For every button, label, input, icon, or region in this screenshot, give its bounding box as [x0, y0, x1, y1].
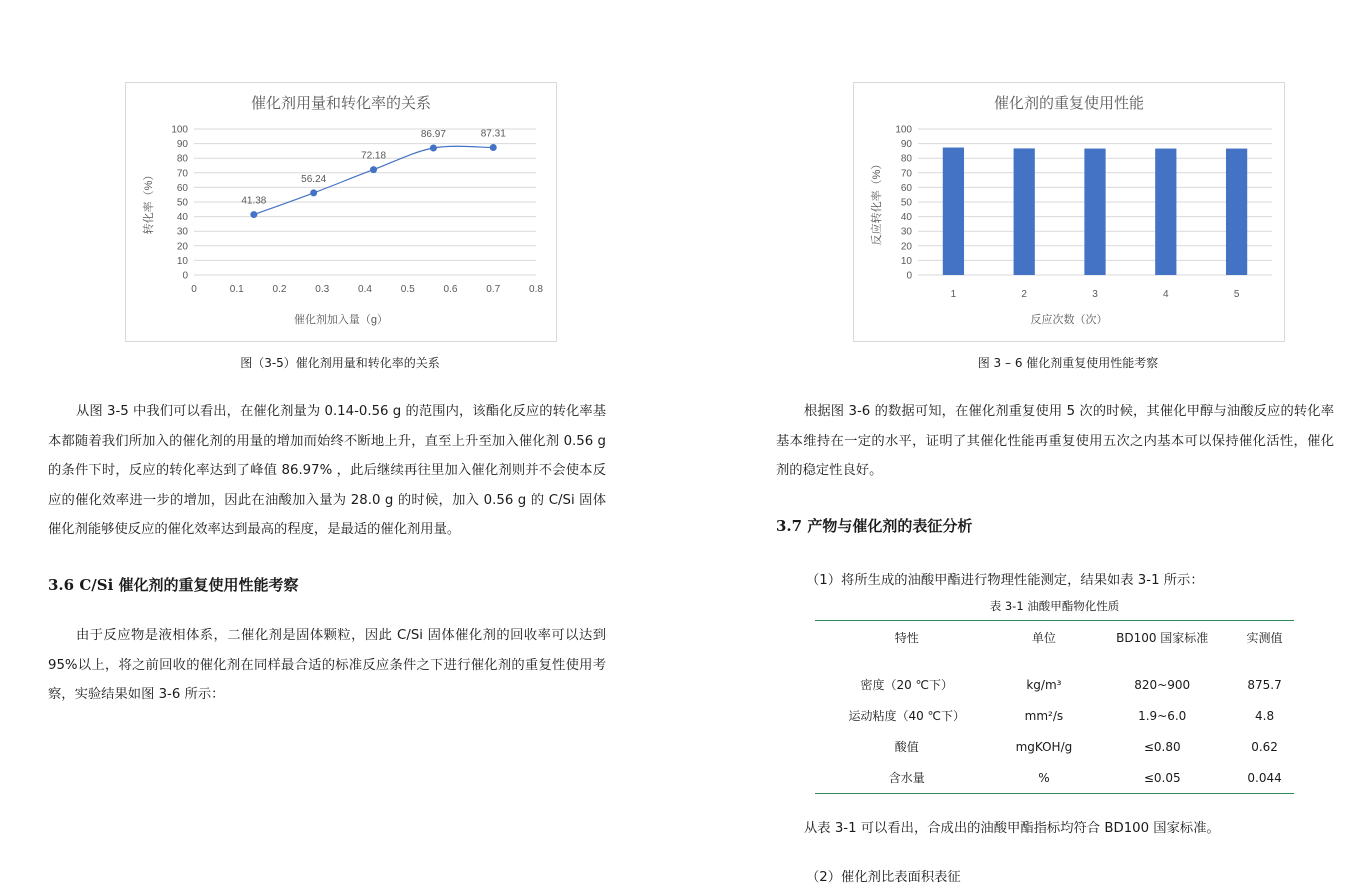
y-tick-label: 0 — [906, 270, 912, 282]
chart-title: 催化剂的重复使用性能 — [993, 95, 1145, 112]
y-tick-label: 70 — [900, 168, 912, 180]
bar — [1084, 149, 1105, 275]
x-tick-label: 0.2 — [272, 284, 287, 295]
x-tick-label: 4 — [1163, 289, 1169, 300]
y-tick-label: 30 — [176, 226, 188, 238]
y-tick-label: 20 — [176, 241, 188, 253]
y-tick-label: 70 — [176, 168, 188, 180]
chart-catalyst-dosage — [125, 82, 557, 342]
x-tick-label: 3 — [1092, 289, 1098, 300]
x-tick-label: 0.7 — [486, 284, 501, 295]
table-cell: 运动粘度（40 ℃下） — [848, 709, 966, 723]
list-item-1: （1）将所生成的油酸甲酯进行物理性能测定，结果如表 3-1 所示： — [806, 573, 1204, 588]
data-label: 56.24 — [301, 173, 327, 185]
x-tick-label: 0.6 — [443, 284, 458, 295]
table-row — [815, 731, 1294, 762]
table-header-cell: 单位 — [999, 621, 1090, 654]
figure-caption-3-5: 图（3-5）催化剂用量和转化率的关系 — [240, 356, 440, 370]
y-tick-label: 60 — [176, 182, 188, 194]
bar — [943, 148, 964, 275]
section-heading-3-7: 3.7 产物与催化剂的表征分析 — [776, 517, 973, 535]
y-tick-label: 100 — [171, 124, 188, 136]
paragraph-reuse-analysis — [776, 397, 1334, 486]
table-header-row — [815, 621, 1294, 654]
x-tick-label: 1 — [950, 289, 957, 300]
table-cell: 4.8 — [1255, 708, 1275, 723]
paragraph-dosage-analysis — [48, 397, 606, 545]
table-conclusion: 从表 3-1 可以看出，合成出的油酸甲酯指标均符合 BD100 国家标准。 — [804, 821, 1220, 836]
data-point — [490, 144, 497, 151]
paragraph-reuse-intro — [48, 621, 606, 710]
chart-title: 催化剂用量和转化率的关系 — [250, 95, 432, 112]
y-tick-label: 100 — [895, 124, 912, 136]
table-cell: 1.9~6.0 — [1138, 708, 1187, 723]
table-title: 表 3-1 油酸甲酯物化性质 — [989, 599, 1120, 613]
table-cell: mm²/s — [1024, 708, 1064, 723]
y-tick-label: 80 — [900, 153, 912, 165]
y-axis-label: 反应转化率（%） — [871, 158, 883, 246]
paragraph-text: 从图 3-5 中我们可以看出，在催化剂量为 0.14-0.56 g 的范围内，该酯化反应的转化率基本都随着我们所加入的催化剂的用量的增加而始终不断地上升，直至上升至加入催化剂 0.56 g 的条件下时，反应的转化率达到了峰值 86.97% ，此后继续再往里加入催化剂则并不会使本反应的催化效率进一步的增加，因此在油酸加入量为 28.0 g 的时候，加入 0.56 g 的 C/Si 固体催化剂能够使反应的催化效率达到最高的程度，是最适的催化剂用量。 — [48, 404, 606, 537]
y-tick-label: 40 — [900, 212, 912, 224]
table-cell: mgKOH/g — [1015, 739, 1073, 754]
x-axis-label: 催化剂加入量（g） — [293, 314, 389, 326]
table-cell: 密度（20 ℃下） — [860, 678, 954, 692]
y-tick-label: 10 — [176, 255, 188, 267]
y-tick-label: 60 — [900, 182, 912, 194]
data-point — [310, 189, 317, 196]
x-tick-label: 0.5 — [400, 284, 415, 295]
y-tick-label: 90 — [900, 139, 912, 151]
section-heading-3-6: 3.6 C/Si 催化剂的重复使用性能考察 — [48, 576, 299, 594]
y-tick-label: 80 — [176, 153, 188, 165]
y-tick-label: 90 — [176, 139, 188, 151]
y-tick-label: 0 — [182, 270, 188, 282]
table-cell: 0.044 — [1235, 762, 1294, 794]
paragraph-text: 根据图 3-6 的数据可知，在催化剂重复使用 5 次的时候，其催化甲醇与油酸反应的转化率基本维持在一定的水平，证明了其催化性能再重复使用五次之内基本可以保持催化活性，催化剂的稳定性良好。 — [776, 404, 1334, 478]
x-tick-label: 0.1 — [229, 284, 244, 295]
bar — [1226, 149, 1247, 275]
y-tick-label: 50 — [900, 197, 912, 209]
table-header-cell: 特性 — [815, 621, 999, 654]
x-tick-label: 0.3 — [315, 284, 330, 295]
properties-table — [815, 620, 1294, 794]
table-cell: ≤0.80 — [1143, 739, 1181, 754]
x-tick-label: 2 — [1021, 289, 1027, 300]
table-cell: 含水量 — [815, 762, 999, 794]
y-axis-label: 转化率（%） — [143, 169, 155, 235]
table-row — [815, 669, 1294, 700]
chart-catalyst-dosage-svg — [126, 83, 556, 341]
y-tick-label: 40 — [176, 212, 188, 224]
chart-catalyst-reuse — [853, 82, 1285, 342]
figure-caption-3-6: 图 3 – 6 催化剂重复使用性能考察 — [977, 356, 1159, 370]
y-tick-label: 20 — [900, 241, 912, 253]
x-tick-label: 5 — [1233, 289, 1240, 300]
table-cell: 酸值 — [894, 740, 919, 754]
paragraph-text: 由于反应物是液相体系，二催化剂是固体颗粒，因此 C/Si 固体催化剂的回收率可以达到 95%以上，将之前回收的催化剂在同样最合适的标准反应条件之下进行催化剂的重复性使用考察，实验结果如图 3-6 所示： — [48, 628, 606, 702]
data-point — [430, 145, 437, 152]
data-point — [250, 211, 257, 218]
y-tick-label: 10 — [900, 255, 912, 267]
y-tick-label: 30 — [900, 226, 912, 238]
bar — [1155, 149, 1176, 275]
bar — [1014, 148, 1035, 275]
table-cell: ≤0.05 — [1089, 762, 1235, 794]
table-row — [815, 700, 1294, 731]
table-cell: 875.7 — [1247, 677, 1282, 692]
table-header-cell: 实测值 — [1235, 621, 1294, 654]
table-cell: % — [999, 762, 1090, 794]
data-label: 87.31 — [480, 128, 506, 140]
table-cell: kg/m³ — [1026, 677, 1062, 692]
chart-catalyst-reuse-svg — [854, 83, 1284, 341]
x-tick-label: 0 — [191, 284, 197, 295]
x-tick-label: 0.4 — [358, 284, 372, 295]
list-item-2: （2）催化剂比表面积表征 — [806, 870, 961, 885]
data-label: 86.97 — [420, 129, 446, 141]
data-label: 41.38 — [241, 195, 267, 207]
x-axis-label: 反应次数（次） — [1030, 314, 1108, 326]
data-point — [370, 166, 377, 173]
table-cell: 0.62 — [1251, 739, 1278, 754]
table-cell: 820~900 — [1134, 677, 1191, 692]
x-tick-label: 0.8 — [529, 284, 543, 295]
table-header-cell: BD100 国家标准 — [1089, 621, 1235, 654]
y-tick-label: 50 — [176, 197, 188, 209]
data-label: 72.18 — [361, 150, 387, 162]
table-row — [815, 762, 1294, 794]
